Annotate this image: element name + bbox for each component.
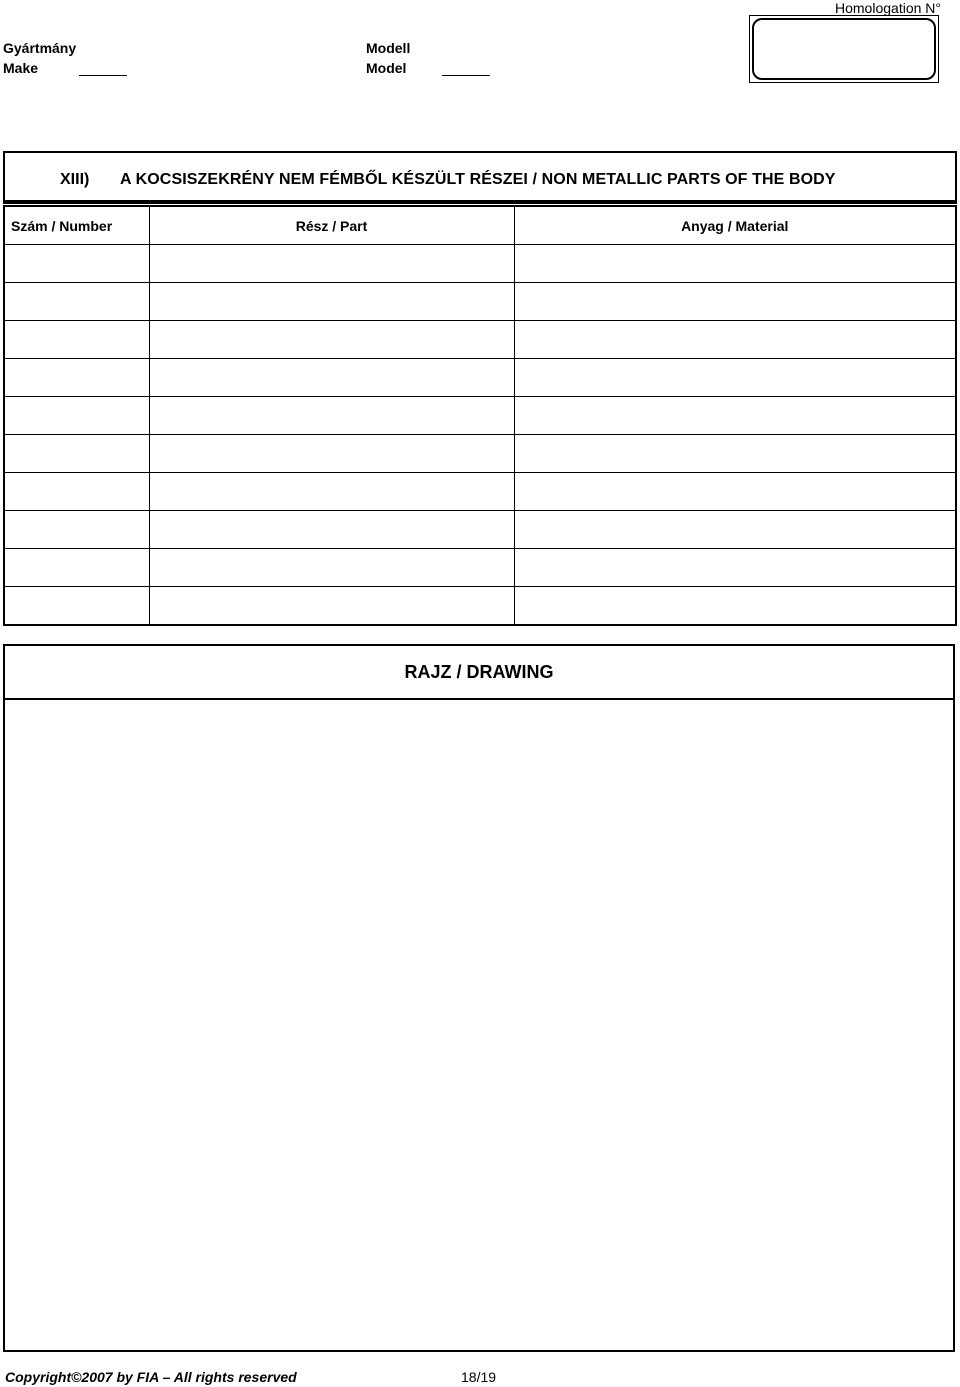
drawing-box (3, 644, 955, 1352)
number-cell[interactable] (4, 473, 149, 511)
column-header-material: Anyag / Material (514, 206, 956, 245)
table-header-row (4, 206, 956, 245)
number-cell[interactable] (4, 435, 149, 473)
column-header-number: Szám / Number (4, 206, 149, 245)
material-cell[interactable] (514, 549, 956, 587)
make-field[interactable] (79, 75, 127, 76)
part-cell[interactable] (149, 245, 514, 283)
material-cell[interactable] (514, 473, 956, 511)
material-cell[interactable] (514, 283, 956, 321)
number-cell[interactable] (4, 511, 149, 549)
material-cell[interactable] (514, 321, 956, 359)
section-number: XIII) (60, 171, 90, 188)
number-cell[interactable] (4, 587, 149, 626)
part-cell[interactable] (149, 473, 514, 511)
number-cell[interactable] (4, 245, 149, 283)
table-row (4, 549, 956, 587)
model-field[interactable] (442, 75, 490, 76)
table-row (4, 245, 956, 283)
part-cell[interactable] (149, 511, 514, 549)
page-number: 18/19 (461, 1369, 497, 1385)
homologation-number-field[interactable] (752, 18, 936, 80)
parts-table (3, 205, 957, 626)
part-cell[interactable] (149, 549, 514, 587)
section-title: A KOCSISZEKRÉNY NEM FÉMBŐL KÉSZÜLT RÉSZEI / NON METALLIC PARTS OF THE BODY (120, 171, 836, 188)
part-cell[interactable] (149, 397, 514, 435)
homologation-label: Homologation N° (835, 0, 941, 16)
homologation-number-box[interactable] (749, 15, 939, 83)
table-row (4, 397, 956, 435)
part-cell[interactable] (149, 435, 514, 473)
make-label-hu: Gyártmány (3, 40, 77, 56)
part-cell[interactable] (149, 321, 514, 359)
table-row (4, 359, 956, 397)
material-cell[interactable] (514, 511, 956, 549)
drawing-title: RAJZ / DRAWING (5, 646, 953, 700)
table-row (4, 321, 956, 359)
model-label-en: Model (366, 60, 407, 76)
table-row (4, 283, 956, 321)
copyright-text: Copyright©2007 by FIA – All rights reserved (5, 1369, 297, 1385)
drawing-area[interactable] (5, 700, 953, 1352)
table-row (4, 435, 956, 473)
part-cell[interactable] (149, 359, 514, 397)
part-cell[interactable] (149, 283, 514, 321)
table-row (4, 473, 956, 511)
number-cell[interactable] (4, 321, 149, 359)
model-label-hu: Modell (366, 40, 411, 56)
number-cell[interactable] (4, 359, 149, 397)
number-cell[interactable] (4, 549, 149, 587)
table-row (4, 587, 956, 626)
material-cell[interactable] (514, 397, 956, 435)
material-cell[interactable] (514, 435, 956, 473)
column-header-part: Rész / Part (149, 206, 514, 245)
number-cell[interactable] (4, 397, 149, 435)
material-cell[interactable] (514, 359, 956, 397)
number-cell[interactable] (4, 283, 149, 321)
material-cell[interactable] (514, 245, 956, 283)
section-title-box (3, 151, 957, 204)
table-row (4, 511, 956, 549)
part-cell[interactable] (149, 587, 514, 626)
make-label-en: Make (3, 60, 39, 76)
material-cell[interactable] (514, 587, 956, 626)
